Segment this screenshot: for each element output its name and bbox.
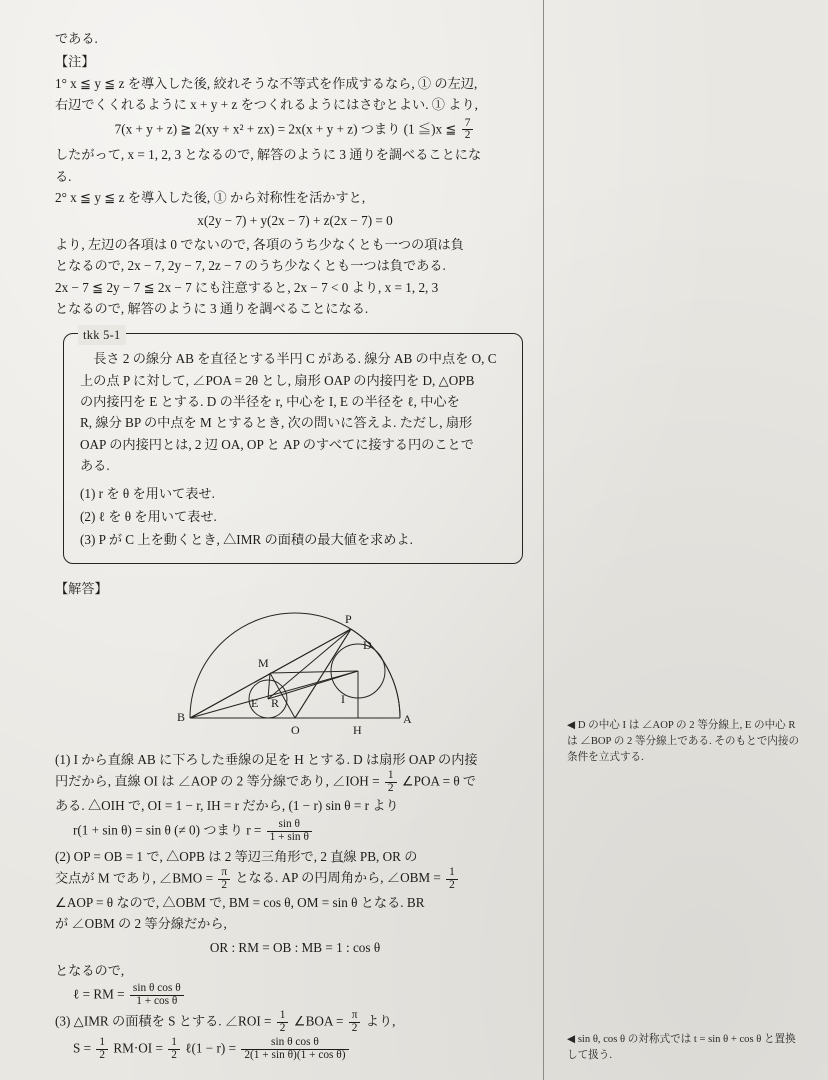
answer2-tail: となるので, xyxy=(55,962,125,978)
fraction-denominator: 2 xyxy=(351,1022,358,1035)
problem-box xyxy=(63,328,523,563)
answer3-fraction-2 xyxy=(349,1010,361,1035)
answer3-fraction-3 xyxy=(96,1037,108,1062)
answer2-fraction-1 xyxy=(218,867,230,892)
answer1-equation xyxy=(55,819,535,844)
problem-item-3: (3) P が C 上を動くとき, △IMR の面積の最大値を求めよ. xyxy=(80,532,413,548)
fraction-denominator: 2 xyxy=(387,782,394,795)
fraction-numerator: π xyxy=(218,867,230,880)
column-divider xyxy=(543,0,544,1080)
fraction-denominator: 2 xyxy=(449,878,455,891)
figure-label-I: I xyxy=(341,692,345,707)
figure-label-P: P xyxy=(345,612,352,627)
answer2-equation-2 xyxy=(55,983,535,1008)
answer2-eq2-text: ℓ = RM = xyxy=(73,986,125,1002)
problem-line-4: R, 線分 BP の中点を M とするとき, 次の問いに答えよ. ただし, 扇形 xyxy=(80,415,473,431)
answer2-equation: OR : RM = OB : MB = 1 : cos θ xyxy=(209,939,381,955)
fraction-numerator: 1 xyxy=(385,770,397,783)
note-line-1: 1° x ≦ y ≦ z を導入した後, 絞れそうな不等式を作成するなら, ① の左辺, xyxy=(55,75,478,91)
note-line-4: る. xyxy=(55,168,72,184)
answer2-line-3: ∠AOP = θ なので, △OBM で, BM = cos θ, OM = sin θ となる. BR xyxy=(55,894,425,910)
problem-box-title: tkk 5-1 xyxy=(78,325,126,345)
fraction-numerator: π xyxy=(349,1010,361,1023)
answer2-line-1: (2) OP = OB = 1 で, △OPB は 2 等辺三角形で, 2 直線 PB, OR の xyxy=(55,848,418,864)
sidenote-2 xyxy=(567,1032,805,1064)
answer2-fraction-2 xyxy=(446,867,458,892)
fraction-numerator: 1 xyxy=(277,1010,289,1023)
answer3-text-a: (3) △IMR の面積を S とする. ∠ROI = xyxy=(55,1013,272,1029)
answer1-eq-text: r(1 + sin θ) = sin θ (≠ 0) つまり r = xyxy=(73,822,262,838)
figure-label-D: D xyxy=(363,638,372,653)
fraction-denominator: 1 + sin θ xyxy=(269,830,309,843)
note-line-3: したがって, x = 1, 2, 3 となるので, 解答のように 3 通りを調べることにな xyxy=(55,147,482,163)
geometry-diagram-svg xyxy=(55,601,535,749)
note2-head: 2° x ≦ y ≦ z を導入した後, ① から対称性を活かすと, xyxy=(55,190,366,206)
fraction-denominator: 2(1 + sin θ)(1 + cos θ) xyxy=(244,1048,346,1061)
problem-items xyxy=(80,483,508,551)
top-text: である. xyxy=(55,31,98,46)
answer3-text-c: より, xyxy=(365,1013,396,1029)
answer3-eq-b: RM·OI = xyxy=(113,1040,163,1056)
problem-line-2: 上の点 P に対して, ∠POA = 2θ とし, 扇形 OAP の内接円を D, △OPB xyxy=(80,372,475,388)
fraction-numerator: sin θ cos θ xyxy=(241,1037,348,1050)
note-label: 【注】 xyxy=(55,54,95,70)
problem-item-1: (1) r を θ を用いて表せ. xyxy=(80,485,215,501)
answer2-text-a: 交点が M であり, ∠BMO = xyxy=(55,870,214,886)
main-column xyxy=(55,28,535,1064)
figure-label-H: H xyxy=(353,723,362,738)
note-equation-1 xyxy=(55,118,535,143)
fraction-numerator: 1 xyxy=(446,867,458,880)
answer1-line-3: ある. △OIH で, OI = 1 − r, IH = r だから, (1 − r) sin θ = r より xyxy=(55,798,399,814)
answer1-text-b: 円だから, 直線 OI は ∠AOP の 2 等分線であり, ∠IOH = xyxy=(55,773,380,789)
answer3-fraction-1 xyxy=(277,1010,289,1035)
sidenote-marker-icon: ◀ xyxy=(567,720,576,731)
problem-line-6: ある. xyxy=(80,458,110,474)
answer1-eq-fraction xyxy=(267,819,312,844)
fraction-numerator: 7 xyxy=(462,118,474,131)
geometry-figure xyxy=(55,601,535,749)
figure-label-R: R xyxy=(271,696,280,711)
figure-label-E: E xyxy=(251,696,259,711)
answer-label: 【解答】 xyxy=(55,580,108,596)
fraction-denominator: 2 xyxy=(99,1048,106,1061)
answer3-fraction-4 xyxy=(168,1037,180,1062)
answer1-line-2 xyxy=(55,770,535,795)
note2-line-3: 2x − 7 ≦ 2y − 7 ≦ 2x − 7 にも注意すると, 2x − 7 < 0 より, x = 1, 2, 3 xyxy=(55,279,439,295)
note2-line-2: となるので, 2x − 7, 2y − 7, 2z − 7 のうち少なくとも一つは負である. xyxy=(55,258,446,274)
problem-item-2: (2) ℓ を θ を用いて表せ. xyxy=(80,508,217,524)
answer3-line-1 xyxy=(55,1010,535,1035)
fraction-numerator: 1 xyxy=(168,1037,180,1050)
note2-equation: x(2y − 7) + y(2x − 7) + z(2x − 7) = 0 xyxy=(197,213,393,229)
sidenote-marker-icon: ◀ xyxy=(567,1034,576,1045)
answer2-eq2-fraction xyxy=(130,983,184,1008)
figure-label-M: M xyxy=(258,656,269,671)
fraction-denominator: 2 xyxy=(221,878,228,891)
answer3-text-b: ∠BOA = xyxy=(293,1013,344,1029)
answer1-text-a: (1) I から直線 AB に下ろした垂線の足を H とする. D は扇形 OAP の内接 xyxy=(55,752,478,768)
fraction-denominator: 1 + cos θ xyxy=(136,995,178,1008)
sidenote-2-text: sin θ, cos θ の対称式では t = sin θ + cos θ と置換して扱う. xyxy=(567,1034,796,1061)
answer1-text-c: ∠POA = θ で xyxy=(401,773,477,789)
note-eq1-text: 7(x + y + z) ≧ 2(xy + x² + zx) = 2x(x + y + z) つまり (1 ≦)x ≦ xyxy=(114,120,457,136)
answer1-fraction xyxy=(385,770,397,795)
figure-label-B: B xyxy=(177,710,186,725)
fraction-denominator: 2 xyxy=(464,129,471,142)
answer3-eq-a: S = xyxy=(73,1040,92,1056)
problem-line-5: OAP の内接円とは, 2 辺 OA, OP と AP のすべてに接する円のことで xyxy=(80,436,474,452)
answer3-eq-c: ℓ(1 − r) = xyxy=(185,1040,237,1056)
sidenote-1 xyxy=(567,718,805,766)
answer3-equation xyxy=(55,1037,535,1062)
note-eq1-fraction xyxy=(462,118,474,143)
answer2-line-2 xyxy=(55,867,535,892)
note2-line-1: より, 左辺の各項は 0 でないので, 各項のうち少なくとも一つの項は負 xyxy=(55,236,464,252)
answer3-fraction-5 xyxy=(241,1037,348,1062)
fraction-denominator: 2 xyxy=(171,1048,177,1061)
figure-label-O: O xyxy=(291,723,300,738)
fraction-denominator: 2 xyxy=(279,1022,286,1035)
fraction-numerator: sin θ xyxy=(267,819,312,832)
figure-label-A: A xyxy=(403,712,412,727)
answer1-line-1 xyxy=(55,749,535,770)
problem-line-3: の内接円を E とする. D の半径を r, 中心を I, E の半径を ℓ, 中心を xyxy=(80,394,460,410)
note-line-2: 右辺でくくれるように x + y + z をつくれるようにはさむとよい. ① より, xyxy=(55,97,478,113)
answer2-line-4: が ∠OBM の 2 等分線だから, xyxy=(55,916,227,932)
sidenote-1-text: D の中心 I は ∠AOP の 2 等分線上, E の中心 R は ∠BOP の 2 等分線上である. そのもとで内接の条件を立式する. xyxy=(567,720,800,763)
fraction-numerator: 1 xyxy=(96,1037,108,1050)
answer2-text-b: ⌒ となる. AP の円周角から, ∠OBM = xyxy=(235,867,441,888)
note2-line-4: となるので, 解答のように 3 通りを調べることになる. xyxy=(55,300,369,316)
fraction-numerator: sin θ cos θ xyxy=(130,983,184,996)
problem-line-1: 長さ 2 の線分 AB を直径とする半円 C がある. 線分 AB の中点を O, C xyxy=(93,351,497,367)
